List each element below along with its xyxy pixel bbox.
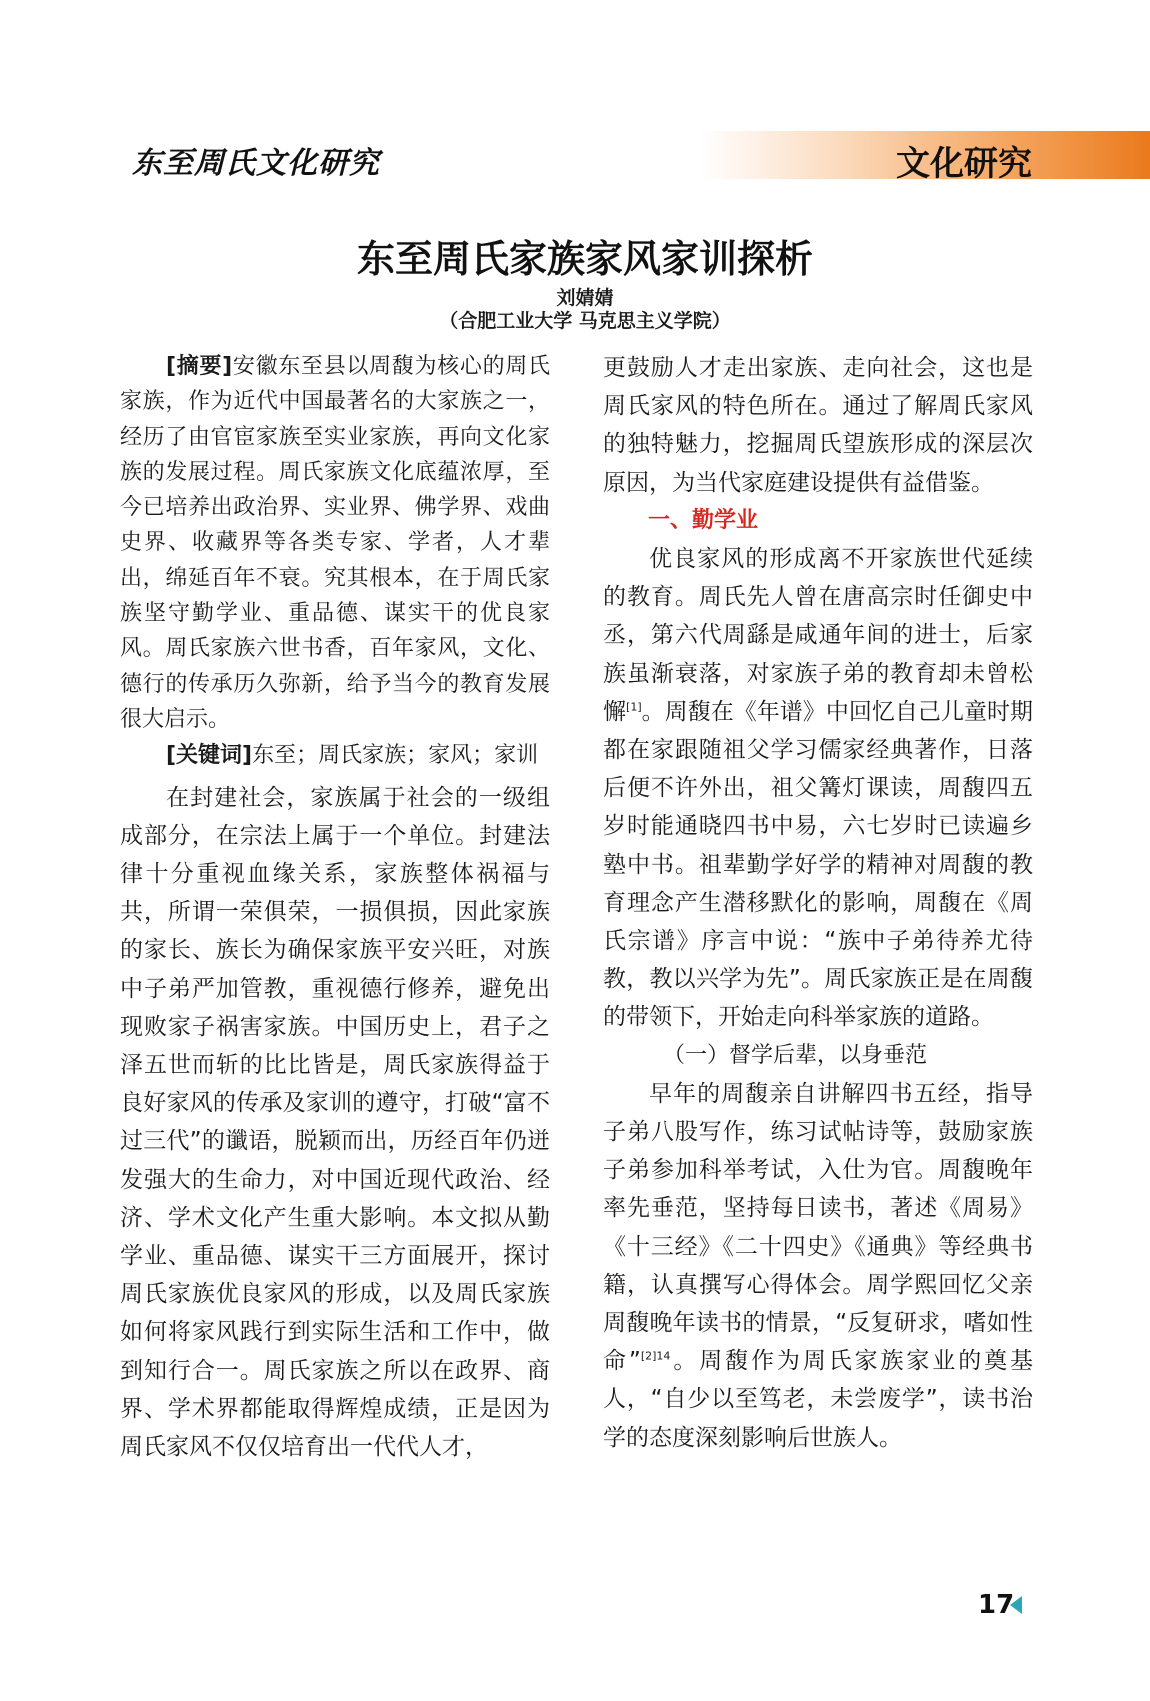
article-author: 刘婧婧	[556, 287, 614, 309]
page-marker-triangle-icon	[1010, 1596, 1022, 1614]
citation-2: [2]14	[640, 1349, 671, 1363]
intro-paragraph: 在封建社会，家族属于社会的一级组成部分，在宗法上属于一个单位。封建法律十分重视血缘关系，家族整体祸福与共，所谓一荣俱荣，一损俱损，因此家族的家长、族长为确保家族平安兴旺，对族中子弟严加管教，重视德行修养，避免出现败家子祸害家族。中国历史上，君子之泽五世而斩的比比皆是，周氏家族得益于良好家风的传承及家训的遵守，打破“富不过三代”的谶语，脱颖而出，历经百年仍迸发强大的生命力，对中国近现代政治、经济、学术文化产生重大影响。本文拟从勤学业、重品德、谋实干三方面展开，探讨周氏家族优良家风的形成，以及周氏家族如何将家风践行到实际生活和工作中，做到知行合一。周氏家族之所以在政界、商界、学术界都能取得辉煌成绩，正是因为周氏家风不仅仅培育出一代代人才，	[120, 784, 550, 1461]
paragraph-2: 优良家风的形成离不开家族世代延续的教育。周氏先人曾在唐高宗时任御史中丞，第六代周繇是咸通年间的进士，后家族虽渐衰落，对家族子弟的教育却未曾松懈[1]。周馥在《年谱》中回忆自己儿童时期都在家跟随祖父学习儒家经典著作，日落后便不许外出，祖父篝灯课读，周馥四五岁时能通晓四书中易，六七岁时已读遍乡塾中书。祖辈勤学好学的精神对周馥的教育理念产生潜移默化的影响，周馥在《周氏宗谱》序言中说：“族中子弟待养尤待教，教以兴学为先”。周氏家族正是在周馥的带领下，开始走向科举家族的道路。	[603, 546, 1034, 1031]
abstract	[120, 349, 550, 737]
citation-1: [1]	[626, 700, 642, 714]
section-heading-1: 一、勤学业	[648, 507, 759, 533]
article-title: 东至周氏家族家风家训探析	[356, 236, 813, 281]
article-affiliation: （合肥工业大学 马克思主义学院）	[439, 310, 731, 332]
right-column	[603, 349, 1033, 1457]
subsection-heading-1: （一）督学后辈，以身垂范	[663, 1042, 928, 1068]
keywords	[120, 738, 550, 773]
header-section-label: 文化研究	[896, 144, 1032, 184]
intro-paragraph-continued: 更鼓励人才走出家族、走向社会，这也是周氏家风的特色所在。通过了解周氏家风的独特魅力，挖掘周氏望族形成的深层次原因，为当代家庭建设提供有益借鉴。	[603, 355, 1033, 496]
page-number: 17	[978, 1590, 1015, 1620]
abstract-text: 安徽东至县以周馥为核心的周氏家族，作为近代中国最著名的大家族之一，经历了由官宦家族至实业家族，再向文化家族的发展过程。周氏家族文化底蕴浓厚，至今已培养出政治界、实业界、佛学界、戏曲史界、收藏界等各类专家、学者，人才辈出，绵延百年不衰。究其根本，在于周氏家族坚守勤学业、重品德、谋实干的优良家风。周氏家族六世书香，百年家风，文化、德行的传承历久弥新，给予当今的教育发展很大启示。	[120, 354, 550, 732]
header-journal-name: 东至周氏文化研究	[132, 146, 380, 181]
paragraph-3: 早年的周馥亲自讲解四书五经，指导子弟八股写作，练习试帖诗等，鼓励家族子弟参加科举考试，入仕为官。周馥晚年率先垂范，坚持每日读书，著述《周易》《十三经》《二十四史》《通典》等经典书籍，认真撰写心得体会。周学熙回忆父亲周馥晚年读书的情景，“反复研求，嗜如性命”$^{[2]14}$。周馥作为周氏家族家业的奠基人，“自少以至笃老，未尝废学”，读书治学的态度深刻影响后世族人。	[603, 1080, 1034, 1451]
left-column	[120, 349, 550, 1466]
keywords-label: [关键词]	[166, 743, 253, 769]
abstract-label: [摘要]	[166, 354, 233, 379]
keywords-text: 东至；周氏家族；家风；家训	[252, 743, 539, 769]
